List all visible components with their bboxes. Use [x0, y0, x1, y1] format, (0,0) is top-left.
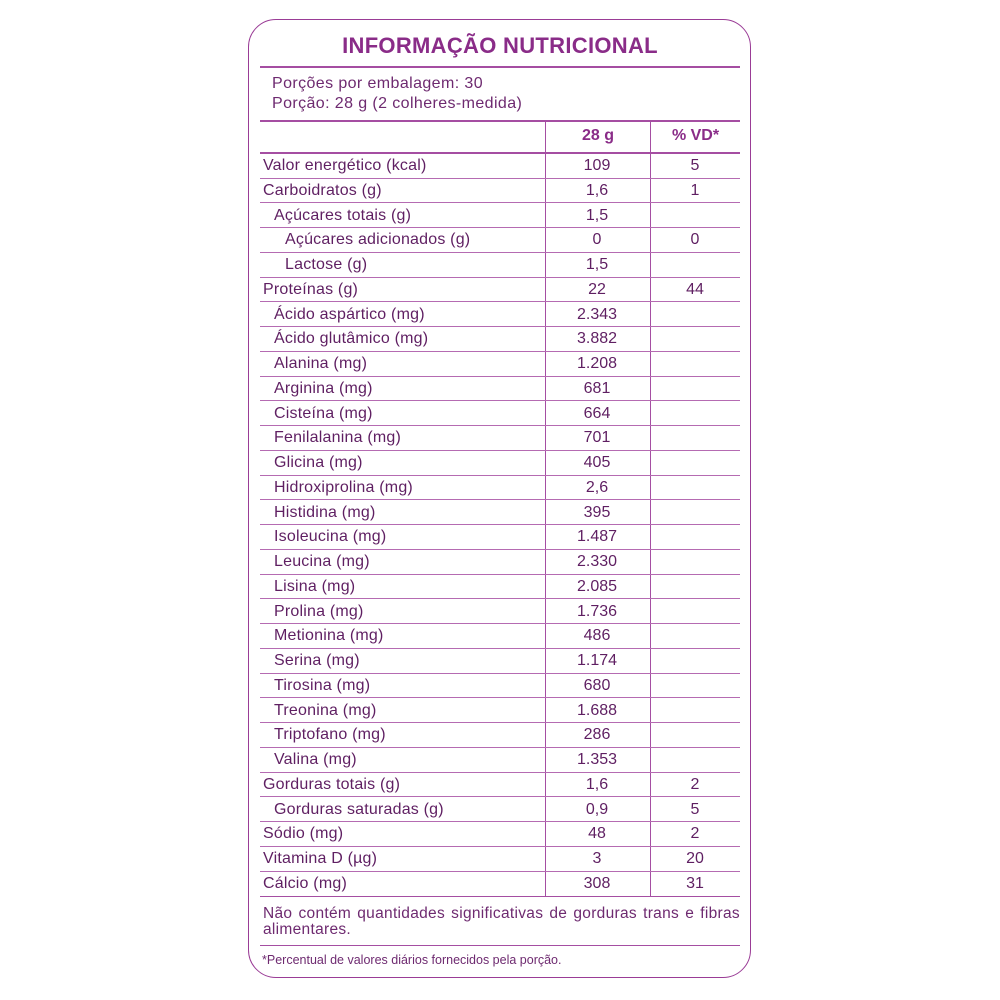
nutrient-daily-value: 31 [686, 874, 704, 892]
nutrient-daily-value: 5 [690, 157, 700, 174]
nutrient-row [260, 575, 740, 600]
nutrient-name: Treonina (mg) [274, 701, 377, 719]
nutrient-row [260, 600, 740, 625]
nutrient-name: Lisina (mg) [274, 577, 356, 595]
nutrient-quantity: 109 [583, 157, 611, 174]
nutrient-daily-value: 0 [690, 231, 700, 249]
nutrient-quantity: 2.085 [576, 577, 618, 595]
nutrient-row [260, 402, 740, 427]
nutrient-row [260, 550, 740, 575]
nutrition-note: Não contém quantidades significativas de gorduras trans e fibras alimentares. [263, 905, 740, 938]
nutrient-quantity: 486 [583, 627, 611, 645]
nutrient-daily-value: 44 [686, 280, 704, 298]
column-header-quantity: 28 g [581, 127, 614, 144]
nutrient-name: Isoleucina (mg) [274, 528, 387, 546]
nutrient-name: Tirosina (mg) [274, 676, 371, 694]
column-header-daily-value: % VD* [671, 127, 720, 144]
nutrient-quantity: 22 [588, 280, 606, 298]
nutrient-row [260, 822, 740, 847]
nutrient-name: Arginina (mg) [274, 379, 373, 397]
nutrient-name: Gorduras saturadas (g) [274, 800, 444, 818]
nutrient-name: Proteínas (g) [263, 280, 359, 298]
nutrient-name: Cálcio (mg) [263, 874, 347, 892]
nutrient-row [260, 525, 740, 550]
nutrient-name: Ácido aspártico (mg) [274, 305, 425, 323]
nutrient-name: Gorduras totais (g) [263, 775, 401, 793]
nutrient-row [260, 352, 740, 377]
nutrient-daily-value: 2 [690, 775, 700, 793]
nutrient-daily-value: 2 [690, 825, 700, 843]
title-divider [260, 66, 740, 68]
nutrient-row [260, 798, 740, 823]
nutrient-quantity: 680 [583, 676, 611, 694]
daily-value-footnote: *Percentual de valores diários fornecidos pela porção. [262, 953, 562, 967]
nutrient-name: Valor energético (kcal) [263, 157, 427, 174]
nutrient-quantity: 1.487 [576, 528, 618, 546]
nutrient-row [260, 179, 740, 204]
nutrient-quantity: 664 [583, 404, 611, 422]
nutrient-row [260, 451, 740, 476]
nutrient-row [260, 426, 740, 451]
nutrient-row [260, 723, 740, 748]
nutrient-name: Cisteína (mg) [274, 404, 373, 422]
nutrient-row [260, 154, 740, 179]
nutrient-quantity: 2.343 [576, 305, 618, 323]
nutrient-quantity: 1.208 [576, 355, 618, 372]
nutrient-row [260, 327, 740, 352]
nutrient-daily-value: 5 [690, 800, 700, 818]
nutrient-quantity: 2.330 [576, 553, 618, 570]
nutrient-row [260, 847, 740, 872]
nutrient-quantity: 395 [583, 503, 611, 521]
nutrient-quantity: 3 [592, 850, 602, 867]
nutrient-quantity: 0 [592, 231, 602, 249]
nutrient-name: Metionina (mg) [274, 627, 384, 645]
nutrient-row [260, 773, 740, 798]
nutrient-name: Prolina (mg) [274, 602, 364, 620]
nutrient-quantity: 1.736 [576, 602, 618, 620]
nutrient-name: Carboidratos (g) [263, 181, 382, 199]
nutrient-quantity: 48 [588, 825, 606, 843]
nutrient-row [260, 278, 740, 303]
nutrient-name: Valina (mg) [274, 751, 357, 768]
nutrient-row [260, 872, 740, 897]
nutrient-quantity: 1.688 [576, 701, 618, 719]
nutrient-quantity: 1,5 [585, 256, 609, 273]
nutrient-name: Açúcares adicionados (g) [285, 231, 471, 249]
nutrient-quantity: 3.882 [576, 330, 618, 348]
nutrient-row [260, 501, 740, 526]
nutrient-quantity: 1.353 [576, 751, 618, 768]
servings-per-package: Porções por embalagem: 30 [272, 75, 483, 92]
nutrient-quantity: 405 [583, 454, 611, 471]
nutrient-quantity: 1,6 [585, 181, 609, 199]
nutrient-name: Hidroxiprolina (mg) [274, 478, 413, 496]
nutrient-quantity: 286 [583, 726, 611, 744]
nutrient-name: Ácido glutâmico (mg) [274, 330, 429, 348]
nutrient-name: Glicina (mg) [274, 454, 363, 471]
nutrient-row [260, 674, 740, 699]
nutrient-name: Alanina (mg) [274, 355, 368, 372]
nutrient-row [260, 228, 740, 253]
nutrient-quantity: 701 [583, 429, 611, 447]
nutrient-name: Leucina (mg) [274, 553, 370, 570]
nutrient-name: Histidina (mg) [274, 503, 376, 521]
nutrient-quantity: 1.174 [576, 652, 618, 669]
nutrient-quantity: 2,6 [585, 478, 609, 496]
nutrient-row [260, 377, 740, 402]
nutrient-name: Açúcares totais (g) [274, 206, 412, 224]
note-divider [260, 945, 740, 946]
nutrient-row [260, 476, 740, 501]
nutrient-row [260, 748, 740, 773]
serving-divider [260, 120, 740, 122]
table-bottom-divider [260, 896, 740, 897]
nutrient-row [260, 253, 740, 278]
nutrient-quantity: 308 [583, 874, 611, 892]
nutrient-daily-value: 20 [686, 850, 704, 867]
nutrient-quantity: 0,9 [585, 800, 609, 818]
label-title: INFORMAÇÃO NUTRICIONAL [342, 33, 658, 58]
nutrient-row [260, 204, 740, 229]
nutrient-name: Serina (mg) [274, 652, 360, 669]
nutrient-quantity: 1,6 [585, 775, 609, 793]
nutrient-daily-value: 1 [690, 181, 700, 199]
nutrient-quantity: 1,5 [585, 206, 609, 224]
nutrient-row [260, 624, 740, 649]
serving-size: Porção: 28 g (2 colheres-medida) [272, 95, 523, 112]
nutrient-row [260, 699, 740, 724]
nutrient-row [260, 303, 740, 328]
nutrient-row [260, 649, 740, 674]
nutrient-quantity: 681 [583, 379, 611, 397]
nutrient-name: Fenilalanina (mg) [274, 429, 402, 447]
nutrient-name: Triptofano (mg) [274, 726, 386, 744]
nutrient-name: Sódio (mg) [263, 825, 344, 843]
nutrient-name: Vitamina D (µg) [263, 850, 378, 867]
nutrient-name: Lactose (g) [285, 256, 368, 273]
